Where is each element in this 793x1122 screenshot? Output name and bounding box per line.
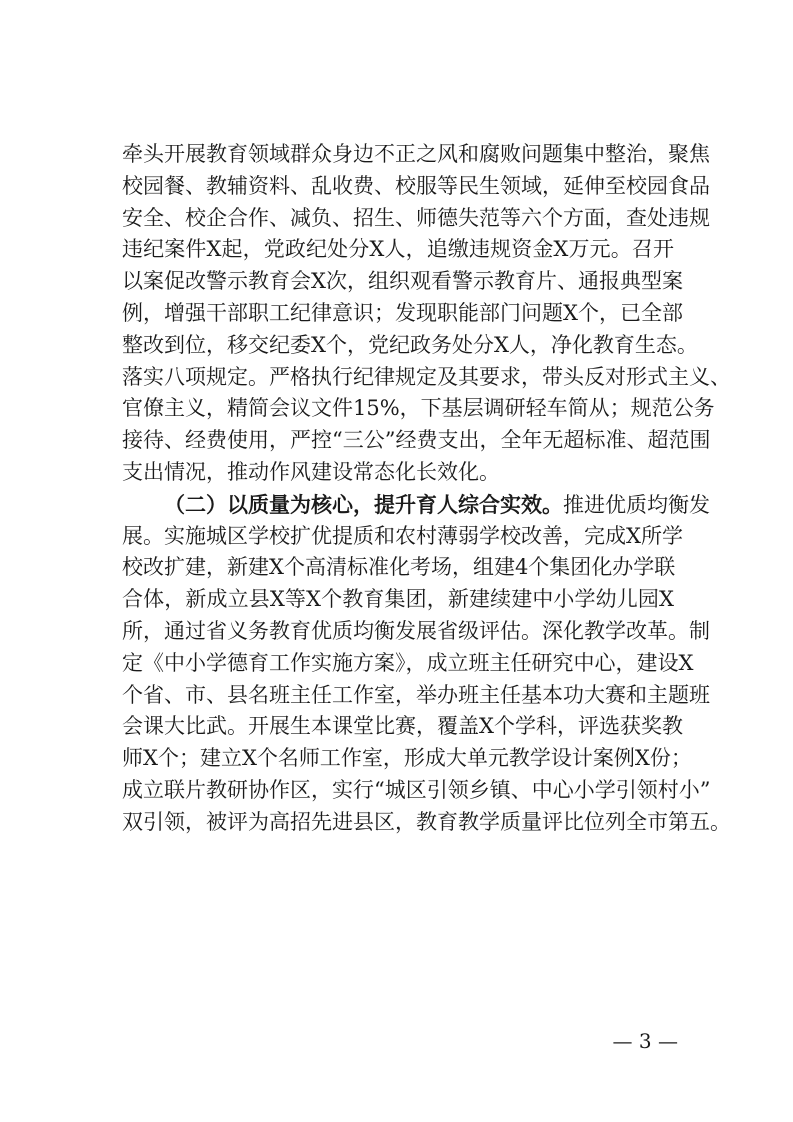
paragraph-line: 校改扩建，新建X个高清标准化考场，组建4个集团化办学联: [122, 555, 676, 580]
page-number: — 3 —: [612, 1029, 678, 1053]
paragraph-line: 官僚主义，精简会议文件15%，下基层调研轻车简从；规范公务: [122, 396, 715, 421]
body-text: [122, 139, 731, 839]
paragraph-line: 双引领，被评为高招先进县区，教育教学质量评比位列全市第五。: [122, 809, 731, 834]
paragraph-line: 违纪案件X起，党政纪处分X人，追缴违规资金X万元。召开: [122, 237, 674, 262]
paragraph-line: 合体，新成立县X等X个教育集团，新建续建中小学幼儿园X: [122, 587, 674, 612]
paragraph-line: 接待、经费使用，严控“三公”经费支出，全年无超标准、超范围: [122, 428, 711, 453]
paragraph-line: 展。实施城区学校扩优提质和农村薄弱学校改善，完成X所学: [122, 523, 683, 548]
paragraph-line: 以案促改警示教育会X次，组织观看警示教育片、通报典型案: [122, 269, 683, 294]
paragraph-line: 校园餐、教辅资料、乱收费、校服等民生领域，延伸至校园食品: [122, 173, 710, 198]
paragraph-line: 安全、校企合作、减负、招生、师德失范等六个方面，查处违规: [122, 205, 710, 230]
paragraph-line: 支出情况，推动作风建设常态化长效化。: [122, 459, 500, 484]
paragraph-line: 会课大比武。开展生本课堂比赛，覆盖X个学科，评选获奖教: [122, 714, 683, 739]
section-first-line-text: 推进优质均衡发: [563, 492, 710, 517]
paragraph-line: 个省、市、县名班主任工作室，举办班主任基本功大赛和主题班: [122, 682, 710, 707]
paragraph-line: 所，通过省义务教育优质均衡发展省级评估。深化教学改革。制: [122, 618, 710, 643]
paragraph-line: 师X个；建立X个名师工作室，形成大单元教学设计案例X份；: [122, 746, 692, 771]
paragraph-line: 定《中小学德育工作实施方案》，成立班主任研究中心，建设X: [122, 650, 694, 675]
paragraph-line: 整改到位，移交纪委X个，党纪政务处分X人，净化教育生态。: [122, 332, 698, 357]
section-heading-line: [122, 489, 710, 521]
section-heading: （二）以质量为核心，提升育人综合实效。: [164, 491, 563, 517]
paragraph-line: 成立联片教研协作区，实行“城区引领乡镇、中心小学引领村小”: [122, 777, 711, 802]
paragraph-line: 牵头开展教育领域群众身边不正之风和腐败问题集中整治，聚焦: [122, 142, 710, 166]
paragraph-line: 落实八项规定。严格执行纪律规定及其要求，带头反对形式主义、: [122, 364, 731, 389]
paragraph-line: 例，增强干部职工纪律意识；发现职能部门问题X个，已全部: [122, 300, 683, 325]
